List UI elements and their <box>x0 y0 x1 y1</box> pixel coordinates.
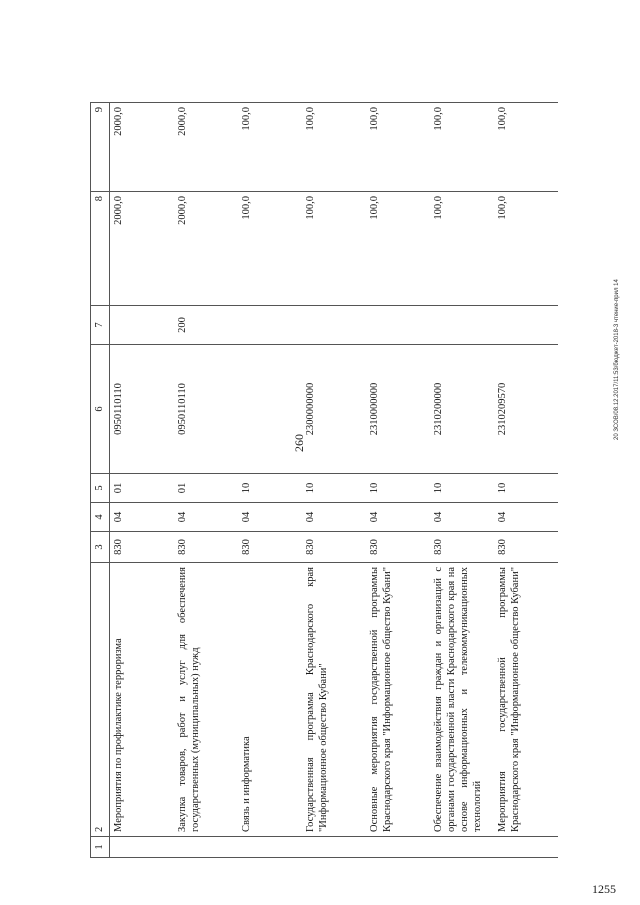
cell-col-6: 2310000000 <box>366 345 430 474</box>
cell-col-9: 100,0 <box>430 103 494 192</box>
cell-col-1 <box>366 837 430 858</box>
header-col-3: 3 <box>91 532 110 563</box>
cell-name: Основные мероприятия государственной программы Краснодарского края "Информационное общество Кубани" <box>366 563 430 837</box>
cell-col-9: 100,0 <box>302 103 366 192</box>
cell-col-7 <box>110 306 175 345</box>
cell-col-8: 2000,0 <box>110 192 175 306</box>
cell-name: Обеспечение взаимодействия граждан и организаций с органами государственной власти Краснодарского края на основе информационных и телекоммуникационных технологий <box>430 563 494 837</box>
cell-col-1 <box>494 837 558 858</box>
header-col-5: 5 <box>91 474 110 503</box>
cell-col-6: 0950110110 <box>174 345 238 474</box>
cell-name: Мероприятия государственной программы Краснодарского края "Информационное общество Кубани" <box>494 563 558 837</box>
cell-col-3: 830 <box>110 532 175 563</box>
cell-col-4: 04 <box>366 503 430 532</box>
header-col-9: 9 <box>91 103 110 192</box>
cell-col-8: 100,0 <box>302 192 366 306</box>
table-row <box>430 103 494 858</box>
page-number: 260 <box>292 434 306 452</box>
header-col-2: 2 <box>91 563 110 837</box>
header-col-4: 4 <box>91 503 110 532</box>
cell-col-8: 100,0 <box>238 192 302 306</box>
table-row <box>494 103 558 858</box>
cell-col-9: 100,0 <box>366 103 430 192</box>
cell-col-9: 2000,0 <box>110 103 175 192</box>
cell-col-1 <box>430 837 494 858</box>
table-row <box>238 103 302 858</box>
cell-name: Мероприятия по профилактике терроризма <box>110 563 175 837</box>
cell-col-5: 10 <box>238 474 302 503</box>
cell-col-4: 04 <box>302 503 366 532</box>
cell-col-9: 2000,0 <box>174 103 238 192</box>
cell-col-4: 04 <box>238 503 302 532</box>
cell-col-3: 830 <box>366 532 430 563</box>
cell-col-1 <box>110 837 175 858</box>
budget-table <box>90 102 558 858</box>
cell-col-8: 100,0 <box>430 192 494 306</box>
cell-col-5: 01 <box>174 474 238 503</box>
footer-page-number: 1255 <box>592 882 616 896</box>
cell-col-4: 04 <box>174 503 238 532</box>
cell-col-4: 04 <box>430 503 494 532</box>
cell-col-4: 04 <box>494 503 558 532</box>
cell-col-9: 100,0 <box>238 103 302 192</box>
cell-col-3: 830 <box>174 532 238 563</box>
cell-col-1 <box>302 837 366 858</box>
header-col-8: 8 <box>91 192 110 306</box>
cell-col-4: 04 <box>110 503 175 532</box>
table-row <box>174 103 238 858</box>
cell-col-7 <box>302 306 366 345</box>
header-col-1: 1 <box>91 837 110 858</box>
cell-col-5: 10 <box>302 474 366 503</box>
cell-col-7: 200 <box>174 306 238 345</box>
table-header-row <box>91 103 110 858</box>
cell-col-1 <box>238 837 302 858</box>
cell-col-6: 0950110110 <box>110 345 175 474</box>
budget-table-container <box>90 108 590 858</box>
cell-col-7 <box>494 306 558 345</box>
cell-col-1 <box>174 837 238 858</box>
cell-col-7 <box>366 306 430 345</box>
cell-col-3: 830 <box>302 532 366 563</box>
cell-name: Государственная программа Краснодарского края "Информационное общество Кубани" <box>302 563 366 837</box>
cell-col-6: 2310209570 <box>494 345 558 474</box>
cell-col-8: 100,0 <box>494 192 558 306</box>
cell-col-5: 01 <box>110 474 175 503</box>
cell-col-5: 10 <box>494 474 558 503</box>
table-row <box>110 103 175 858</box>
cell-col-3: 830 <box>238 532 302 563</box>
cell-name: Связь и информатика <box>238 563 302 837</box>
cell-col-9: 100,0 <box>494 103 558 192</box>
cell-col-8: 100,0 <box>366 192 430 306</box>
cell-name: Закупка товаров, работ и услуг для обеспечения государственных (муниципальных) нужд <box>174 563 238 837</box>
cell-col-7 <box>238 306 302 345</box>
file-path-note: 20 ЗСОВ/08.12.2017/11:53/бюджет-2018-3 чтение-прил 14 <box>614 279 620 440</box>
cell-col-6: 2310200000 <box>430 345 494 474</box>
cell-col-8: 2000,0 <box>174 192 238 306</box>
cell-col-3: 830 <box>494 532 558 563</box>
table-row <box>366 103 430 858</box>
cell-col-5: 10 <box>366 474 430 503</box>
cell-col-3: 830 <box>430 532 494 563</box>
table-row <box>302 103 366 858</box>
header-col-7: 7 <box>91 306 110 345</box>
cell-col-6 <box>238 345 302 474</box>
cell-col-5: 10 <box>430 474 494 503</box>
header-col-6: 6 <box>91 345 110 474</box>
cell-col-6: 2300000000 <box>302 345 366 474</box>
cell-col-7 <box>430 306 494 345</box>
